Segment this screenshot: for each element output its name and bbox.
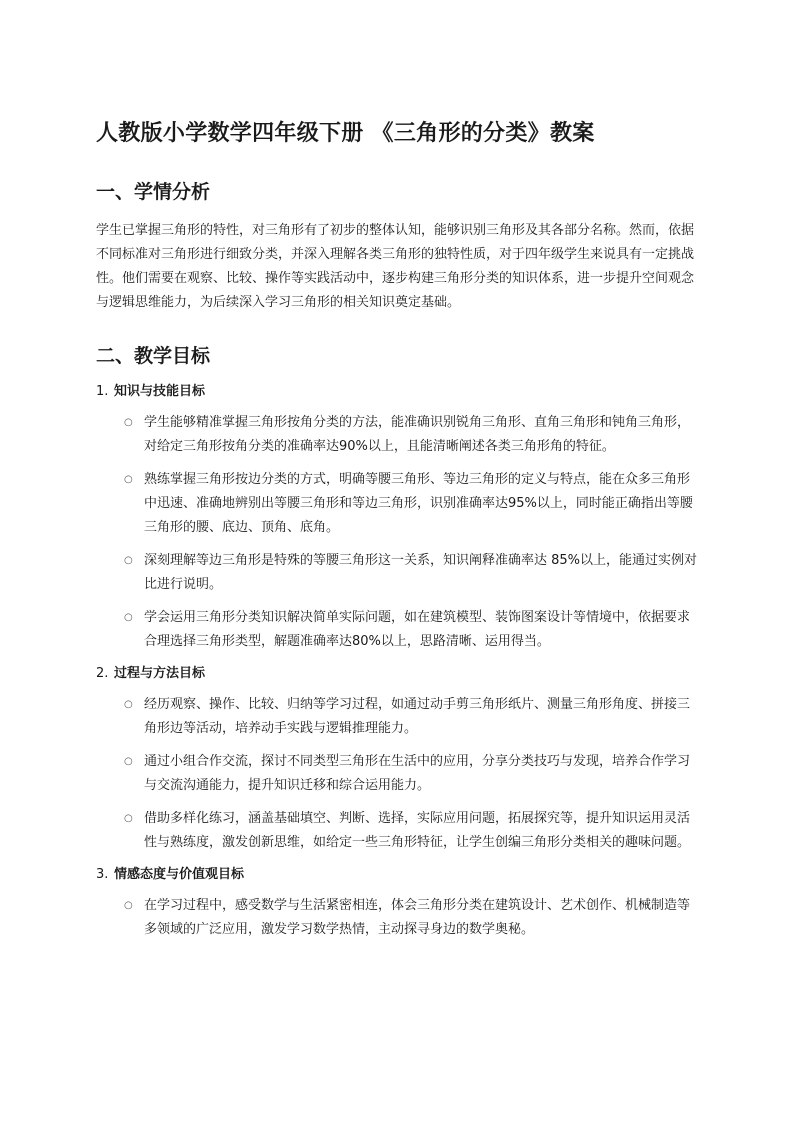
- goal-item-title: 知识与技能目标: [114, 384, 206, 399]
- bullet-circle-icon: ○: [124, 555, 133, 566]
- bullet-circle-icon: ○: [124, 900, 133, 911]
- list-item: [96, 894, 700, 942]
- list-item-text: 经历观察、操作、比较、归纳等学习过程，如通过动手剪三角形纸片、测量三角形角度、拼接三角形边等活动，培养动手实践与逻辑推理能力。: [144, 697, 691, 736]
- list-item: [96, 411, 700, 459]
- goal-item-number: 3.: [96, 867, 109, 882]
- goal-item-process: [96, 663, 700, 855]
- bullet-circle-icon: ○: [124, 699, 133, 710]
- list-item-text: 深刻理解等边三角形是特殊的等腰三角形这一关系，知识阐释准确率达 85%以上，能通过实例对比进行说明。: [144, 553, 698, 592]
- list-item: [96, 807, 700, 855]
- list-item: [96, 549, 700, 597]
- bullet-circle-icon: ○: [124, 474, 133, 485]
- goal-item-number: 1.: [96, 384, 109, 399]
- bullet-circle-icon: ○: [124, 417, 133, 428]
- document-page: [96, 116, 700, 942]
- list-item-text: 学生能够精准掌握三角形按角分类的方法，能准确识别锐角三角形、直角三角形和钝角三角形，对给定三角形按角分类的准确率达90%以上，且能清晰阐述各类三角形角的特征。: [144, 415, 691, 454]
- list-item-text: 通过小组合作交流，探讨不同类型三角形在生活中的应用，分享分类技巧与发现，培养合作学习与交流沟通能力，提升知识迁移和综合运用能力。: [144, 754, 691, 793]
- bullet-circle-icon: ○: [124, 612, 133, 623]
- goal-item-attitude: [96, 864, 700, 942]
- bullet-circle-icon: ○: [124, 756, 133, 767]
- bullet-circle-icon: ○: [124, 813, 133, 824]
- list-item: [96, 606, 700, 654]
- list-item-text: 熟练掌握三角形按边分类的方式，明确等腰三角形、等边三角形的定义与特点，能在众多三角形中迅速、准确地辨别出等腰三角形和等边三角形，识别准确率达95%以上，同时能正确指出等腰三角形的腰、底边、顶角、底角。: [144, 472, 693, 535]
- section-heading-learning-analysis: 一、学情分析: [96, 181, 211, 203]
- goal-item-number: 2.: [96, 666, 109, 681]
- list-item: [96, 693, 700, 741]
- list-item: [96, 750, 700, 798]
- list-item-text: 借助多样化练习，涵盖基础填空、判断、选择，实际应用问题，拓展探究等，提升知识运用灵活性与熟练度，激发创新思维，如给定一些三角形特征，让学生创编三角形分类相关的趣味问题。: [144, 811, 691, 850]
- goal-item-title: 情感态度与价值观目标: [114, 867, 245, 882]
- goal-item-knowledge: [96, 381, 700, 654]
- list-item-text: 学会运用三角形分类知识解决简单实际问题，如在建筑模型、装饰图案设计等情境中，依据要求合理选择三角形类型，解题准确率达80%以上，思路清晰、运用得当。: [144, 610, 691, 649]
- goal-item-title: 过程与方法目标: [114, 666, 206, 681]
- bullet-list: [96, 894, 700, 942]
- document-title: 人教版小学数学四年级下册 《三角形的分类》教案: [96, 121, 595, 146]
- list-item-text: 在学习过程中，感受数学与生活紧密相连，体会三角形分类在建筑设计、艺术创作、机械制造等多领域的广泛应用，激发学习数学热情，主动探寻身边的数学奥秘。: [144, 898, 691, 937]
- bullet-list: [96, 693, 700, 855]
- goal-item-heading: [96, 864, 700, 886]
- list-item: [96, 468, 700, 540]
- goal-item-heading: [96, 663, 700, 685]
- goals-list: [96, 381, 700, 942]
- goal-item-heading: [96, 381, 700, 403]
- section-heading-teaching-goals: 二、教学目标: [96, 345, 211, 367]
- bullet-list: [96, 411, 700, 654]
- section-paragraph-learning-analysis: 学生已掌握三角形的特性，对三角形有了初步的整体认知，能够识别三角形及其各部分名称。然而，依据不同标准对三角形进行细致分类，并深入理解各类三角形的独特性质，对于四年级学生来说具有一定挑战性。他们需要在观察、比较、操作等实践活动中，逐步构建三角形分类的知识体系，进一步提升空间观念与逻辑思维能力，为后续深入学习三角形的相关知识奠定基础。: [96, 223, 695, 310]
